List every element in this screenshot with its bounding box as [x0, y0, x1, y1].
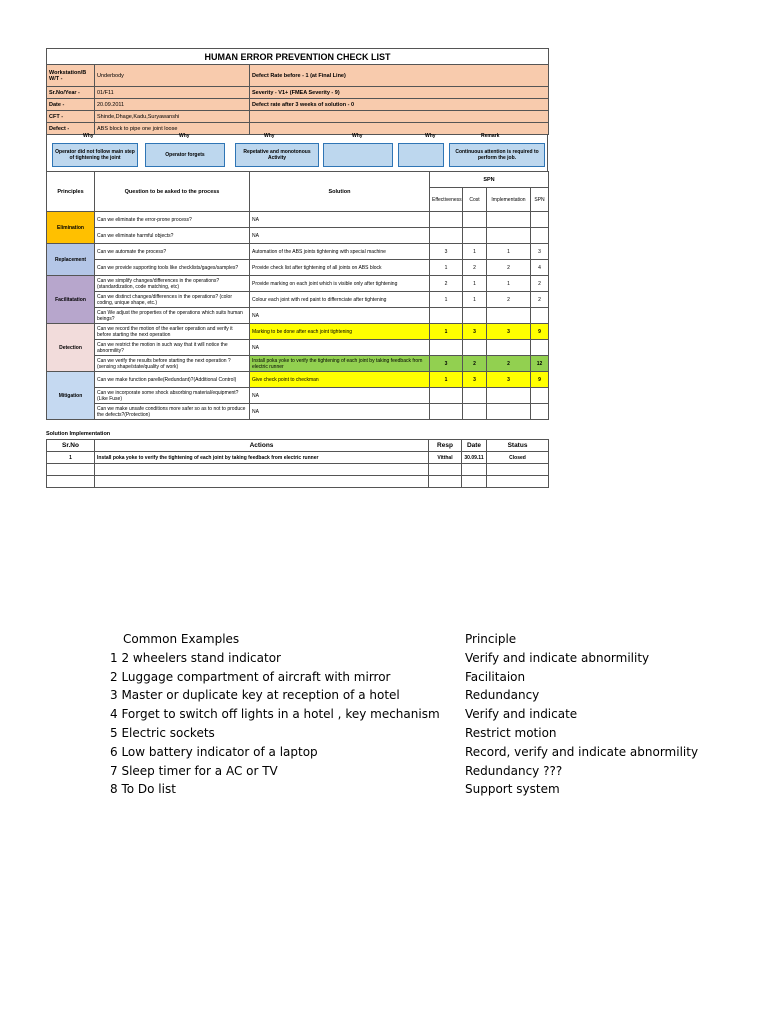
col-principles: Principles	[47, 172, 95, 212]
table-row	[47, 276, 549, 292]
col-implementation: Implementation	[487, 188, 531, 212]
question-cell: Can we distinct changes/differences in the operations? (color coding, unique shape, etc.)	[95, 292, 250, 308]
question-cell: Can we eliminate harmful objects?	[95, 228, 250, 244]
why-label: Why	[179, 133, 190, 139]
header-right	[250, 123, 549, 135]
effectiveness-cell: 3	[430, 356, 463, 372]
solution-cell: Provide marking on each joint which is visible only after tightening	[250, 276, 430, 292]
solution-cell: NA	[250, 340, 430, 356]
table-row	[47, 228, 549, 244]
table-row	[47, 340, 549, 356]
cost-cell	[463, 388, 487, 404]
why-label: Why	[425, 133, 436, 139]
status-cell: Closed	[487, 452, 549, 464]
header-value: ABS block to pipe one joint loose	[95, 123, 250, 135]
common-examples	[110, 630, 699, 799]
example-principle: Redundancy	[465, 688, 540, 703]
cost-cell: 3	[463, 372, 487, 388]
col-spn-group: SPN	[430, 172, 549, 188]
principles-table	[46, 171, 549, 420]
principle-mitigation: Mitigation	[47, 372, 95, 420]
examples-heading-right: Principle	[465, 632, 517, 646]
examples-heading	[110, 630, 670, 649]
cost-cell: 1	[463, 292, 487, 308]
solution-cell: Provide check list after tightening of all joints on ABS block	[250, 260, 430, 276]
solution-cell: NA	[250, 388, 430, 404]
why-label: Why	[264, 133, 275, 139]
header-table	[46, 48, 549, 135]
table-row	[47, 292, 549, 308]
action-cell: Install poka yoke to verify the tightening of each joint by taking feedback from electric runner	[95, 452, 429, 464]
cost-cell	[463, 212, 487, 228]
solution-cell: Give check point to checkman	[250, 372, 430, 388]
example-text: 4 Forget to switch off lights in a hotel , key mechanism	[110, 707, 440, 722]
principle-replacement: Replacement	[47, 244, 95, 276]
spn-cell: 9	[531, 324, 549, 340]
table-row	[47, 388, 549, 404]
col-question: Question to be asked to the process	[95, 172, 250, 212]
example-principle: Restrict motion	[465, 725, 557, 740]
solution-cell: Automation of the ABS joints tightening with special machine	[250, 244, 430, 260]
sheet-title: HUMAN ERROR PREVENTION CHECK LIST	[47, 49, 549, 65]
spn-cell: 2	[531, 276, 549, 292]
cost-cell	[463, 404, 487, 420]
srno-cell: 1	[47, 452, 95, 464]
spn-cell: 9	[531, 372, 549, 388]
example-principle: Support system	[465, 782, 560, 797]
cost-cell	[463, 228, 487, 244]
example-principle: Record, verify and indicate abnormility	[465, 744, 699, 759]
table-row	[47, 476, 549, 488]
spn-cell: 2	[531, 292, 549, 308]
implementation-cell	[487, 340, 531, 356]
header-label: Sr.No/Year -	[47, 87, 95, 99]
question-cell: Can we eliminate the error-prone process?	[95, 212, 250, 228]
implementation-cell	[487, 404, 531, 420]
header-label: Workstation/B W/T -	[47, 65, 95, 87]
header-label: Defect -	[47, 123, 95, 135]
spn-cell	[531, 340, 549, 356]
table-row	[47, 212, 549, 228]
implementation-cell	[487, 308, 531, 324]
implementation-cell	[487, 212, 531, 228]
effectiveness-cell	[430, 228, 463, 244]
question-cell: Can we provide supporting tools like checklists/gages/samples?	[95, 260, 250, 276]
header-label: CFT -	[47, 111, 95, 123]
implementation-cell: 3	[487, 324, 531, 340]
header-right	[250, 111, 549, 123]
remark-label: Remark	[481, 133, 500, 139]
header-label: Date -	[47, 99, 95, 111]
remark-box: Continuous attention is required to perform the job.	[449, 143, 545, 167]
effectiveness-cell: 1	[430, 260, 463, 276]
cost-cell	[463, 340, 487, 356]
question-cell: Can we make function parelle(Redundant)?(Additional Control)	[95, 372, 250, 388]
implementation-cell: 2	[487, 292, 531, 308]
col-resp: Resp	[429, 440, 462, 452]
example-text: 6 Low battery indicator of a laptop	[110, 744, 318, 759]
spn-cell	[531, 308, 549, 324]
header-row	[47, 99, 549, 111]
solution-cell: Marking to be done after each joint tightening	[250, 324, 430, 340]
table-row	[47, 260, 549, 276]
implementation-cell	[487, 388, 531, 404]
examples-heading-left: Common Examples	[123, 632, 240, 646]
col-date: Date	[462, 440, 487, 452]
example-principle: Redundancy ???	[465, 763, 563, 778]
list-item	[110, 649, 670, 668]
table-row	[47, 356, 549, 372]
header-value: 01/F11	[95, 87, 250, 99]
col-status: Status	[487, 440, 549, 452]
why-label: Why	[83, 133, 94, 139]
cost-cell: 3	[463, 324, 487, 340]
example-text: 7 Sleep timer for a AC or TV	[110, 763, 278, 778]
list-item	[110, 686, 670, 705]
question-cell: Can we restrict the motion in such way that it will notice the abnormility?	[95, 340, 250, 356]
header-row	[47, 65, 549, 87]
spn-cell: 3	[531, 244, 549, 260]
example-principle: Verify and indicate	[465, 707, 578, 722]
col-actions: Actions	[95, 440, 429, 452]
cost-cell: 2	[463, 356, 487, 372]
spn-cell	[531, 228, 549, 244]
spn-cell	[531, 388, 549, 404]
table-row	[47, 372, 549, 388]
effectiveness-cell: 3	[430, 244, 463, 260]
example-text: 8 To Do list	[110, 782, 176, 797]
why-box: Repetative and monotonous Activity	[235, 143, 319, 167]
list-item	[110, 724, 670, 743]
date-cell: 30.09.11	[462, 452, 487, 464]
header-value: 20.09.2011	[95, 99, 250, 111]
solution-cell: NA	[250, 228, 430, 244]
example-text: 3 Master or duplicate key at reception of a hotel	[110, 688, 400, 703]
list-item	[110, 743, 699, 762]
spn-cell	[531, 404, 549, 420]
example-text: 1 2 wheelers stand indicator	[110, 650, 281, 665]
effectiveness-cell	[430, 340, 463, 356]
header-right: Defect rate after 3 weeks of solution - 0	[250, 99, 549, 111]
cost-cell: 1	[463, 244, 487, 260]
table-row	[47, 308, 549, 324]
table-row	[47, 324, 549, 340]
implementation-title: Solution Implementation	[46, 431, 111, 437]
implementation-cell: 3	[487, 372, 531, 388]
effectiveness-cell	[430, 404, 463, 420]
list-item	[110, 762, 670, 781]
table-row	[47, 452, 549, 464]
col-srno: Sr.No	[47, 440, 95, 452]
principle-detection: Detection	[47, 324, 95, 372]
col-solution: Solution	[250, 172, 430, 212]
effectiveness-cell: 2	[430, 276, 463, 292]
question-cell: Can we incorporate some shock absorbing material/equipment?(Like Fuse)	[95, 388, 250, 404]
principle-facilitation: Facilitatation	[47, 276, 95, 324]
spn-cell: 12	[531, 356, 549, 372]
example-principle: Verify and indicate abnormility	[465, 650, 650, 665]
question-cell: Can we verify the results before starting the next operation ? (sensing shape/state/quality of work)	[95, 356, 250, 372]
cost-cell: 1	[463, 276, 487, 292]
why-box	[323, 143, 393, 167]
col-spn: SPN	[531, 188, 549, 212]
col-effectiveness: Effectiveness	[430, 188, 463, 212]
effectiveness-cell: 1	[430, 372, 463, 388]
list-item	[110, 705, 670, 724]
question-cell: Can we automate the process?	[95, 244, 250, 260]
effectiveness-cell	[430, 308, 463, 324]
solution-cell: NA	[250, 212, 430, 228]
header-right: Severity - V1+ (FMEA Severity - 9)	[250, 87, 549, 99]
spn-cell: 4	[531, 260, 549, 276]
list-item	[110, 668, 670, 687]
question-cell: Can we record the motion of the earlier operation and verify it before starting the next operation	[95, 324, 250, 340]
cost-cell: 2	[463, 260, 487, 276]
why-box	[398, 143, 444, 167]
example-text: 5 Electric sockets	[110, 725, 215, 740]
table-row	[47, 464, 549, 476]
implementation-cell: 1	[487, 244, 531, 260]
solution-cell: Colour each joint with red paint to differnciate after tightening	[250, 292, 430, 308]
effectiveness-cell	[430, 388, 463, 404]
effectiveness-cell: 1	[430, 292, 463, 308]
example-principle: Facilitaion	[465, 669, 526, 684]
resp-cell: Vitthal	[429, 452, 462, 464]
solution-cell: Install poka yoke to verify the tightening of each joint by taking feedback from electric runner	[250, 356, 430, 372]
question-cell: Can we make unsafe conditions more safer so as to not to produce the defects?(Protection)	[95, 404, 250, 420]
col-cost: Cost	[463, 188, 487, 212]
header-row	[47, 87, 549, 99]
table-row	[47, 404, 549, 420]
table-row	[47, 244, 549, 260]
implementation-cell	[487, 228, 531, 244]
header-row	[47, 111, 549, 123]
header-value: Underbody	[95, 65, 250, 87]
cost-cell	[463, 308, 487, 324]
header-value: Shinde,Dhage,Kadu,Suryawanshi	[95, 111, 250, 123]
question-cell: Can We adjust the properties of the operations which suits human beings?	[95, 308, 250, 324]
spn-cell	[531, 212, 549, 228]
why-box: Operator did not follow main step of tightening the joint	[52, 143, 138, 167]
list-item	[110, 780, 670, 799]
implementation-cell: 1	[487, 276, 531, 292]
implementation-table	[46, 439, 549, 488]
solution-cell: NA	[250, 308, 430, 324]
principle-elimination: Elimination	[47, 212, 95, 244]
header-right: Defect Rate before - 1 (at Final Line)	[250, 65, 549, 87]
why-label: Why	[352, 133, 363, 139]
why-box: Operator forgets	[145, 143, 225, 167]
header-row	[47, 123, 549, 135]
effectiveness-cell: 1	[430, 324, 463, 340]
why-analysis-row	[46, 135, 548, 171]
question-cell: Can we simplify changes/differences in the operations? (standardization, code matching, etc)	[95, 276, 250, 292]
example-text: 2 Luggage compartment of aircraft with mirror	[110, 669, 391, 684]
checklist-sheet	[46, 48, 548, 420]
effectiveness-cell	[430, 212, 463, 228]
implementation-cell: 2	[487, 356, 531, 372]
implementation-cell: 2	[487, 260, 531, 276]
solution-cell: NA	[250, 404, 430, 420]
